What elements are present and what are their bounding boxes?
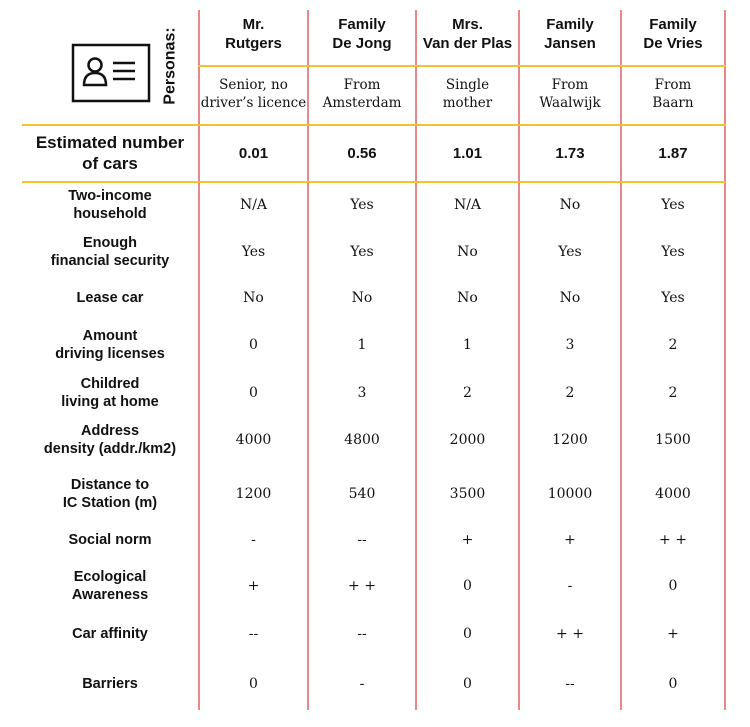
row-value: 0 bbox=[668, 676, 678, 692]
row-value: 4800 bbox=[344, 432, 380, 448]
estimate-value: 1.87 bbox=[658, 144, 688, 162]
row-label: Childred living at home bbox=[61, 376, 159, 410]
row-value: 3500 bbox=[449, 486, 486, 502]
persona-description-de-vries: From Baarn bbox=[652, 77, 694, 111]
row-value: Yes bbox=[350, 244, 374, 260]
persona-description-de-jong: From Amsterdam bbox=[322, 77, 402, 111]
row-value: No bbox=[559, 197, 581, 213]
persona-description-jansen: From Waalwijk bbox=[539, 77, 601, 111]
row-value: 0 bbox=[249, 337, 258, 353]
row-value: - bbox=[359, 676, 365, 692]
persona-name-jansen: Family Jansen bbox=[544, 16, 596, 52]
persona-description-rutgers: Senior, no driver’s licence bbox=[200, 77, 307, 111]
row-value: N/A bbox=[239, 197, 268, 213]
row-value: 2 bbox=[668, 337, 678, 353]
row-value: No bbox=[457, 244, 478, 260]
row-value: 10000 bbox=[547, 486, 593, 502]
row-value: 1 bbox=[357, 337, 367, 353]
row-value: -- bbox=[248, 626, 259, 642]
estimate-value: 1.73 bbox=[555, 144, 585, 162]
row-label: Social norm bbox=[68, 532, 152, 548]
row-value: + bbox=[461, 532, 474, 548]
estimate-top-divider bbox=[22, 124, 726, 126]
row-value: 540 bbox=[348, 486, 376, 502]
row-value: 4000 bbox=[235, 432, 272, 448]
estimate-value: 1.01 bbox=[452, 144, 483, 162]
persona-id-card-icon bbox=[71, 43, 151, 103]
estimate-label: Estimated number of cars bbox=[35, 133, 185, 173]
row-value: Yes bbox=[241, 244, 266, 260]
estimate-value: 0.01 bbox=[238, 144, 269, 162]
row-value: + bbox=[564, 532, 576, 548]
persona-name-de-vries: Family De Vries bbox=[643, 16, 703, 52]
row-value: + + bbox=[556, 626, 584, 642]
row-value: 3 bbox=[357, 385, 367, 401]
row-value: - bbox=[567, 578, 573, 594]
row-value: 2 bbox=[463, 385, 472, 401]
persona-description-van-der-plas: Single mother bbox=[442, 77, 493, 111]
row-value: Yes bbox=[350, 197, 374, 213]
row-value: 0 bbox=[463, 626, 472, 642]
row-value: 0 bbox=[249, 676, 258, 692]
estimate-value: 0.56 bbox=[347, 144, 377, 162]
row-label: Car affinity bbox=[72, 626, 148, 642]
row-value: -- bbox=[565, 676, 575, 692]
row-value: No bbox=[559, 290, 581, 306]
row-value: No bbox=[457, 290, 478, 306]
row-value: 0 bbox=[463, 676, 472, 692]
row-value: 4000 bbox=[655, 486, 691, 502]
row-value: + bbox=[667, 626, 679, 642]
persona-name-de-jong: Family De Jong bbox=[332, 16, 392, 52]
row-value: Yes bbox=[661, 197, 685, 213]
row-value: 2 bbox=[668, 385, 678, 401]
persona-name-rutgers: Mr. Rutgers bbox=[225, 16, 282, 52]
row-value: 1200 bbox=[235, 486, 272, 502]
row-label: Two-income household bbox=[68, 188, 152, 222]
row-value: -- bbox=[357, 626, 367, 642]
row-value: 2 bbox=[565, 385, 575, 401]
row-value: + + bbox=[659, 532, 687, 548]
row-value: N/A bbox=[453, 197, 482, 213]
row-value: No bbox=[351, 290, 373, 306]
row-value: 0 bbox=[463, 578, 472, 594]
row-value: 1500 bbox=[655, 432, 691, 448]
row-value: -- bbox=[357, 532, 367, 548]
row-label: Lease car bbox=[76, 290, 144, 306]
column-divider bbox=[724, 10, 726, 710]
row-value: - bbox=[251, 532, 256, 548]
row-value: Yes bbox=[558, 244, 582, 260]
row-value: + + bbox=[348, 578, 376, 594]
row-value: No bbox=[243, 290, 264, 306]
row-label: Enough financial security bbox=[50, 235, 170, 269]
row-value: 1 bbox=[463, 337, 472, 353]
row-value: Yes bbox=[661, 244, 685, 260]
estimate-bottom-divider bbox=[22, 181, 726, 183]
row-value: 3 bbox=[565, 337, 575, 353]
persona-name-van-der-plas: Mrs. Van der Plas bbox=[422, 16, 513, 52]
row-value: + bbox=[247, 578, 260, 594]
row-label: Barriers bbox=[82, 676, 138, 692]
row-value: 1200 bbox=[552, 432, 588, 448]
row-label: Address density (addr./km2) bbox=[43, 423, 177, 457]
row-label: Ecological Awareness bbox=[71, 569, 149, 603]
row-value: 2000 bbox=[449, 432, 486, 448]
row-value: 0 bbox=[249, 385, 258, 401]
row-label: Amount driving licenses bbox=[55, 328, 165, 362]
row-label: Distance to IC Station (m) bbox=[62, 477, 158, 511]
row-value: Yes bbox=[661, 290, 685, 306]
header-divider bbox=[198, 65, 726, 67]
row-value: 0 bbox=[668, 578, 678, 594]
personas-label: Personas: bbox=[162, 27, 179, 105]
